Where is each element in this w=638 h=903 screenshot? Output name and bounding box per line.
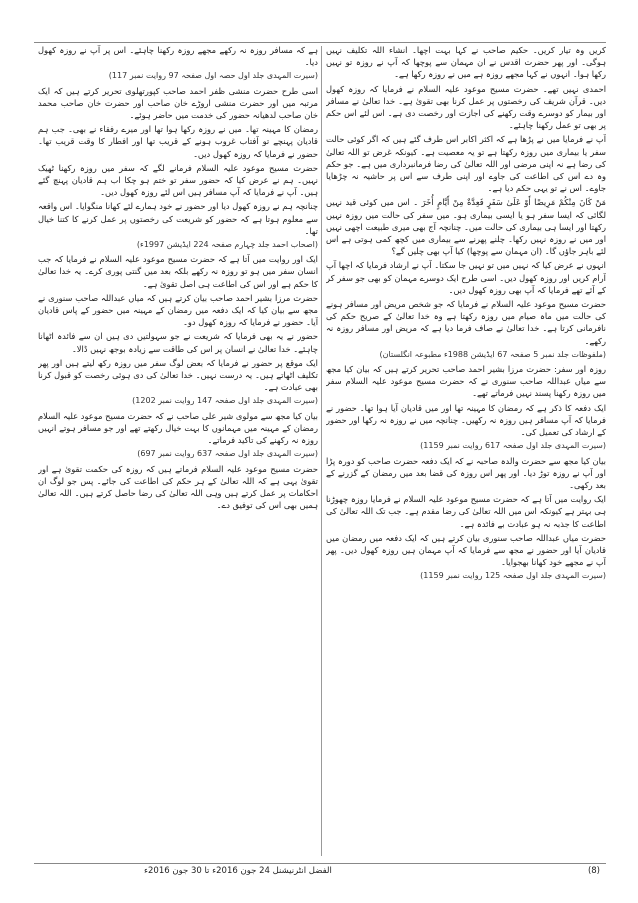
paragraph: روزہ اور سفر: حضرت مرزا بشیر احمد صاحب تحریر کرتے ہیں کہ بیان کیا مجھ سے میاں عبداللہ صاحب سنوری نے کہ حضرت مسیح موعود علیہ السلام سفر میں روزہ رکھنا پسند نہیں فرماتے تھے۔ xyxy=(326,364,606,399)
paragraph: رمضان کا مہینہ تھا۔ میں نے روزہ رکھا ہوا تھا اور میرے رفقاء نے بھی۔ جب ہم قادیان پہنچے تو آفتاب غروب ہونے کے قریب تھا اور افطار کا وقت قریب تھا۔ حضور نے فرمایا کہ روزہ کھول دیں۔ xyxy=(38,124,318,159)
paragraph: مَنْ كَانَ مِنْكُمْ مَرِيضًا أَوْ عَلَىٰ سَفَرٍ فَعِدَّةٌ مِنْ أَيَّامٍ أُخَرَ ۔ اس میں کوئی قید نہیں لگائی کہ ایسا سفر ہو یا ایسی بیماری ہو۔ میں سفر کی حالت میں روزہ نہیں رکھتا اور ایسا ہی بیماری کی حالت میں۔ چنانچہ آج بھی میری طبیعت اچھی نہیں اور میں نے روزہ نہیں رکھا۔ چلنے پھرنے سے بیماری میں کچھ کمی ہوتی ہے اس لئے باہر جاؤں گا۔ (ان مہمان سے پوچھا) کیا آپ بھی چلیں گے؟ xyxy=(326,197,606,257)
paragraph: (اصحاب احمد جلد چہارم صفحہ 224 ایڈیشن 1997ء) xyxy=(136,240,318,250)
paragraph: حضرت مسیح موعود علیہ السلام نے فرمایا کہ جو شخص مریض اور مسافر ہونے کی حالت میں ماہ صیام میں روزہ رکھتا ہے وہ خدا تعالیٰ کے صریح حکم کی نافرمانی کرتا ہے۔ خدا تعالیٰ نے صاف فرما دیا ہے کہ مریض اور مسافر روزہ نہ رکھے۔ xyxy=(326,299,606,346)
right-column xyxy=(326,44,606,858)
left-column xyxy=(38,44,318,858)
page-footer xyxy=(34,866,606,880)
paragraph: حضرت مسیح موعود علیہ السلام فرمانے لگے کہ سفر میں روزہ رکھنا ٹھیک نہیں۔ ہم نے عرض کیا کہ حضور سفر تو ختم ہو چکا اب ہم قادیان پہنچ گئے ہیں۔ آپ نے فرمایا کہ آپ مسافر ہیں اس لئے روزہ کھول دیں۔ xyxy=(38,162,318,198)
paragraph: (سیرت المہدی جلد اول صفحہ 617 روایت نمبر 1159) xyxy=(420,441,606,451)
paragraph: بیان کیا مجھ سے حضرت والدہ صاحبہ نے کہ ایک دفعہ حضرت صاحب کو دورہ پڑا اور آپ نے روزہ توڑ دیا۔ اور پھر اس روزہ کی قضا بعد میں رمضان کے گزرنے کے بعد رکھی۔ xyxy=(326,455,606,490)
paragraph: حضرت میاں عبداللہ صاحب سنوری بیان کرتے ہیں کہ ایک دفعہ میں رمضان میں قادیان آیا اور حضور نے مجھ سے فرمایا کہ آپ مہمان ہیں روزہ کھول دیں۔ پھر آپ نے مجھے خود کھانا بھجوایا۔ xyxy=(326,532,606,568)
paragraph: انہوں نے عرض کیا کہ نہیں میں تو نہیں جا سکتا۔ آپ نے ارشاد فرمایا کہ اچھا آپ آرام کریں اور روزہ کھول دیں۔ اسی طرح ایک دوسرے مہمان کو بھی جو سفر کر کے آئے تھے فرمایا کہ آپ بھی روزہ کھول دیں۔ xyxy=(326,260,606,295)
paragraph: حضرت مسیح موعود علیہ السلام فرماتے ہیں کہ روزہ کی حکمت تقویٰ ہے اور تقویٰ یہی ہے کہ اللہ تعالیٰ کے ہر حکم کی اطاعت کی جائے۔ پس جو لوگ ان احکامات پر عمل کرتے ہیں وہی اللہ تعالیٰ کی رضا حاصل کرتے ہیں۔ اللہ تعالیٰ ہمیں بھی اس کی توفیق دے۔ xyxy=(38,463,318,511)
paragraph: (سیرت المہدی جلد اول صفحہ 125 روایت نمبر 1159) xyxy=(420,571,606,581)
paragraph: کریں وہ تیار کریں۔ حکیم صاحب نے کہا بہت اچھا۔ انشاء اللہ تکلیف نہیں ہوگی۔ اور پھر حضرت اقدس نے ان مہمان سے پوچھا کہ آپ نے روزہ تو نہیں رکھا ہوا۔ انہوں نے کہا مجھے روزہ ہے میں نے روزہ رکھا ہے۔ xyxy=(326,45,606,80)
column-divider xyxy=(321,46,322,856)
page-number: (8) xyxy=(587,866,600,876)
paragraph: (سیرت المہدی جلد اول حصہ اول صفحہ 97 روایت نمبر 117) xyxy=(108,71,318,81)
paragraph: ہے کہ مسافر روزہ نہ رکھے مجھے روزہ رکھنا چاہئے۔ اس پر آپ نے روزہ کھول دیا۔ xyxy=(38,45,318,68)
paragraph: (سیرت المہدی جلد اول صفحہ 637 روایت نمبر 697) xyxy=(137,449,318,459)
paragraph: ایک اور روایت میں آتا ہے کہ حضرت مسیح موعود علیہ السلام نے فرمایا کہ جب انسان سفر میں ہو تو روزہ نہ رکھے بلکہ بعد میں گنتی پوری کرے۔ یہ خدا تعالیٰ کا حکم ہے اور اس کی اطاعت ہی اصل تقویٰ ہے۔ xyxy=(38,254,318,289)
footer-dateline: الفضل انٹرنیشنل 24 جون 2016ء تا 30 جون 2016ء xyxy=(144,866,332,876)
paragraph: ایک روایت میں آتا ہے کہ حضرت مسیح موعود علیہ السلام نے فرمایا روزہ چھوڑنا ہی بہتر ہے کیونکہ اس میں اللہ تعالیٰ کی رضا مقدم ہے۔ جب تک اللہ تعالیٰ کی اطاعت کا جذبہ نہ ہو عبادت بے فائدہ ہے۔ xyxy=(326,494,606,529)
paragraph: (سیرت المہدی جلد اول صفحہ 147 روایت نمبر 1202) xyxy=(132,396,318,406)
paragraph: ایک دفعہ کا ذکر ہے کہ رمضان کا مہینہ تھا اور میں قادیان آیا ہوا تھا۔ حضور نے فرمایا کہ آپ مسافر ہیں روزہ نہ رکھیں۔ چنانچہ میں نے روزہ نہ رکھا اور حضور کے ارشاد کی تعمیل کی۔ xyxy=(326,402,606,438)
paragraph: آپ نے فرمایا میں نے پڑھا ہے کہ اکثر اکابر اس طرف گئے ہیں کہ اگر کوئی حالت سفر یا بیماری میں روزہ رکھتا ہے تو یہ معصیت ہے۔ کیونکہ غرض تو اللہ تعالیٰ کی رضا ہے نہ اپنی مرضی اور اللہ تعالیٰ کی رضا فرمانبرداری میں ہے۔ جو حکم وہ دے اس کی اطاعت کی جاوے اور اپنی طرف سے اس پر حاشیہ نہ چڑھایا جاوے۔ اس نے تو یہی حکم دیا ہے۔ xyxy=(326,134,606,194)
paragraph: حضرت مرزا بشیر احمد صاحب بیان کرتے ہیں کہ میاں عبداللہ صاحب سنوری نے مجھ سے بیان کیا کہ ایک دفعہ میں رمضان کے مہینہ میں حضور کے پاس قادیان آیا۔ حضور نے فرمایا کہ روزہ کھول دو۔ xyxy=(38,292,318,328)
paragraph: چنانچہ ہم نے روزہ کھول دیا اور حضور نے خود ہمارے لئے کھانا منگوایا۔ اس واقعہ سے معلوم ہوتا ہے کہ حضور کو شریعت کی رخصتوں پر عمل کرنے کا کتنا خیال تھا۔ xyxy=(38,201,318,236)
paragraph: اسی طرح حضرت منشی ظفر احمد صاحب کپورتھلوی تحریر کرتے ہیں کہ ایک مرتبہ میں اور حضرت منشی اروڑے خان صاحب اور حضرت خان صاحب محمد خان صاحب لدھیانہ حضور کی خدمت میں حاضر ہوئے۔ xyxy=(38,85,318,121)
paragraph: بیان کیا مجھ سے مولوی شیر علی صاحب نے کہ حضرت مسیح موعود علیہ السلام رمضان کے مہینہ میں مہمانوں کا بہت خیال رکھتے تھے اور جو مسافر ہوتے انہیں روزہ نہ رکھنے کی تاکید فرماتے۔ xyxy=(38,410,318,446)
paragraph: ایک موقع پر حضور نے فرمایا کہ بعض لوگ سفر میں روزہ رکھ لیتے ہیں اور پھر تکلیف اٹھاتے ہیں۔ یہ درست نہیں۔ خدا تعالیٰ کی دی ہوئی رخصت کو قبول کرنا بھی عبادت ہے۔ xyxy=(38,357,318,393)
paragraph: (ملفوظات جلد نمبر 5 صفحہ 67 ایڈیشن 1988ء مطبوعہ انگلستان) xyxy=(379,349,606,359)
paragraph: حضور نے یہ بھی فرمایا کہ شریعت نے جو سہولتیں دی ہیں ان سے فائدہ اٹھانا چاہئے۔ خدا تعالیٰ نے انسان پر اس کی طاقت سے زیادہ بوجھ نہیں ڈالا۔ xyxy=(38,331,318,354)
paragraph: احمدی نہیں تھے۔ حضرت مسیح موعود علیہ السلام نے فرمایا کہ روزہ کھول دیں۔ قرآن شریف کی رخصتوں پر عمل کرنا بھی تقویٰ ہے۔ خدا تعالیٰ نے مسافر اور بیمار کو دوسرے وقت رکھنے کی اجازت اور رخصت دی ہے۔ اس لئے اس حکم پر بھی تو عمل رکھنا چاہئے۔ xyxy=(326,83,606,131)
